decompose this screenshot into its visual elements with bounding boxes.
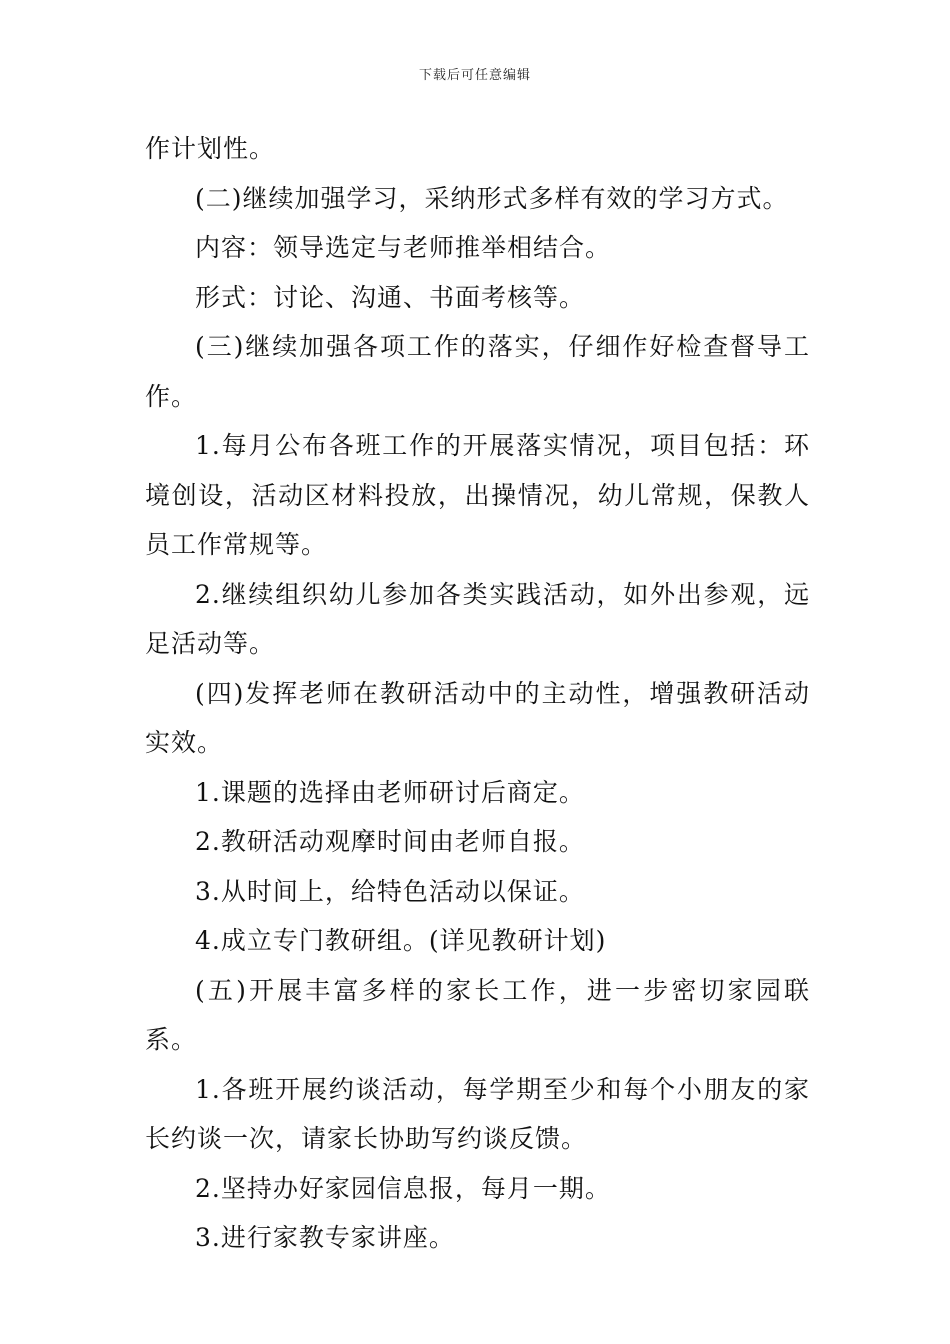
paragraph-4: (三)继续加强各项工作的落实，仔细作好检查督导工作。 [145, 332, 810, 411]
paragraph-14: 2.坚持办好家园信息报，每月一期。 [195, 1173, 611, 1203]
paragraph-15: 3.进行家教专家讲座。 [195, 1223, 455, 1252]
paragraph-13: 1.各班开展约谈活动，每学期至少和每个小朋友的家长约谈一次，请家长协助写约谈反馈。 [145, 1074, 810, 1153]
paragraph-2: 内容：领导选定与老师推举相结合。 [195, 233, 612, 262]
document-body [145, 124, 810, 1263]
paragraph-7: (四)发挥老师在教研活动中的主动性，增强教研活动实效。 [145, 678, 810, 757]
paragraph-0: 作计划性。 [145, 134, 276, 163]
paragraph-10: 3.从时间上，给特色活动以保证。 [195, 876, 585, 906]
paragraph-3: 形式：讨论、沟通、书面考核等。 [195, 282, 586, 312]
paragraph-5: 1.每月公布各班工作的开展落实情况，项目包括：环境创设，活动区材料投放，出操情况，幼儿常规，保教人员工作常规等。 [145, 431, 810, 559]
page-header: 下载后可任意编辑 [418, 68, 531, 83]
paragraph-9: 2.教研活动观摩时间由老师自报。 [195, 827, 585, 856]
paragraph-6: 2.继续组织幼儿参加各类实践活动，如外出参观，远足活动等。 [145, 579, 810, 658]
paragraph-8: 1.课题的选择由老师研讨后商定。 [195, 777, 585, 807]
paragraph-1: (二)继续加强学习，采纳形式多样有效的学习方式。 [195, 183, 789, 213]
paragraph-12: (五)开展丰富多样的家长工作，进一步密切家园联系。 [145, 975, 810, 1054]
paragraph-11: 4.成立专门教研组。(详见教研计划) [195, 926, 607, 955]
